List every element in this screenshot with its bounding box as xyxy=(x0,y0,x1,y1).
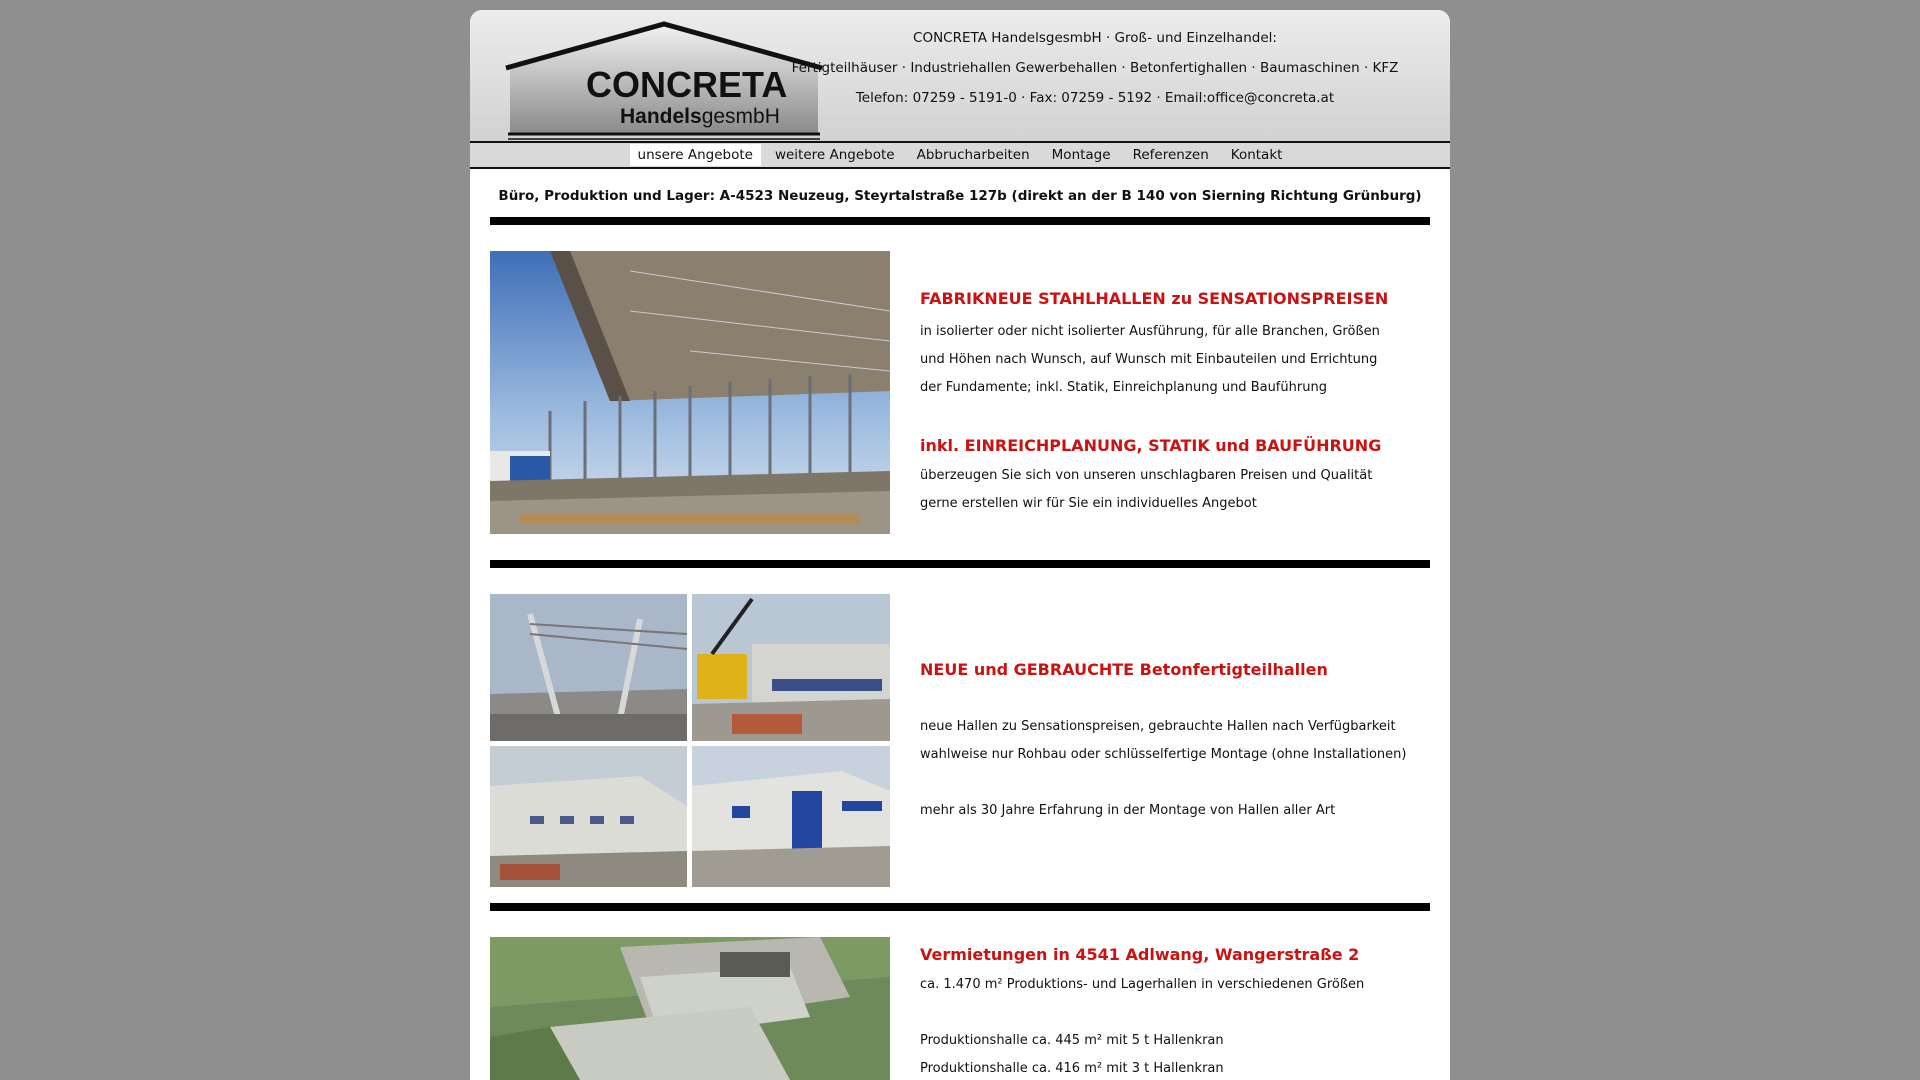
section2-text-line: neue Hallen zu Sensationspreisen, gebrauchte Hallen nach Verfügbarkeit xyxy=(920,719,1396,734)
section1-text-line: und Höhen nach Wunsch, auf Wunsch mit Einbauteilen und Errichtung xyxy=(920,352,1378,367)
section1-text-line: der Fundamente; inkl. Statik, Einreichplanung und Bauführung xyxy=(920,380,1327,395)
svg-text:HandelsgesmbH xyxy=(620,105,780,128)
section1-text-line: überzeugen Sie sich von unseren unschlagbaren Preisen und Qualität xyxy=(920,468,1373,483)
concrete-hall-photo-2 xyxy=(692,594,890,741)
page-container xyxy=(470,10,1450,1080)
section3-text-line: Produktionshalle ca. 445 m² mit 5 t Hallenkran xyxy=(920,1033,1224,1048)
nav-kontakt[interactable]: Kontakt xyxy=(1230,147,1283,163)
concrete-hall-photo-4 xyxy=(692,746,890,887)
header-company-line: CONCRETA HandelsgesmbH · Groß- und Einzelhandel: xyxy=(913,30,1277,46)
logo-subtitle-rest: gesmbH xyxy=(701,105,780,128)
nav-weitere-angebote[interactable]: weitere Angebote xyxy=(774,147,895,163)
logo-subtitle-bold: Handels xyxy=(620,105,702,128)
section2-text-line: mehr als 30 Jahre Erfahrung in der Montage von Hallen aller Art xyxy=(920,803,1336,818)
section1-text-line: in isolierter oder nicht isolierter Ausführung, für alle Branchen, Größen xyxy=(920,324,1380,339)
main-navigation xyxy=(470,141,1450,169)
section3-text-line: Produktionshalle ca. 416 m² mit 3 t Hallenkran xyxy=(920,1061,1224,1076)
aerial-site-photo xyxy=(490,937,890,1080)
header-contact-line: Telefon: 07259 - 5191-0 · Fax: 07259 - 5192 · Email:office@concreta.at xyxy=(855,90,1335,106)
section2-title: NEUE und GEBRAUCHTE Betonfertigteilhallen xyxy=(920,660,1328,679)
concrete-hall-photo-3 xyxy=(490,746,687,887)
header-products-line: Fertigteilhäuser · Industriehallen Gewerbehallen · Betonfertighallen · Baumaschinen · KFZ xyxy=(791,60,1399,76)
section1-subtitle: inkl. EINREICHPLANUNG, STATIK und BAUFÜHRUNG xyxy=(920,436,1382,455)
address-line: Büro, Produktion und Lager: A-4523 Neuzeug, Steyrtalstraße 127b (direkt an der B 140 von Sierning Richtung Grünburg) xyxy=(498,188,1422,204)
steel-hall-photo xyxy=(490,251,890,534)
section3-title: Vermietungen in 4541 Adlwang, Wangerstraße 2 xyxy=(920,945,1360,964)
concrete-hall-photo-1 xyxy=(490,594,687,741)
nav-unsere-angebote[interactable]: unsere Angebote xyxy=(630,144,761,166)
divider xyxy=(490,903,1430,911)
section2-text-line: wahlweise nur Rohbau oder schlüsselfertige Montage (ohne Installationen) xyxy=(920,747,1407,762)
nav-referenzen[interactable]: Referenzen xyxy=(1132,147,1209,163)
nav-abbrucharbeiten[interactable]: Abbrucharbeiten xyxy=(916,147,1030,163)
section1-text-line: gerne erstellen wir für Sie ein individuelles Angebot xyxy=(920,496,1257,511)
divider xyxy=(490,560,1430,568)
section3-text-line: ca. 1.470 m² Produktions- und Lagerhallen in verschiedenen Größen xyxy=(920,977,1365,992)
section1-title: FABRIKNEUE STAHLHALLEN zu SENSATIONSPREISEN xyxy=(920,289,1389,308)
site-header xyxy=(470,10,1450,141)
logo-title: CONCRETA xyxy=(586,64,788,105)
nav-montage[interactable]: Montage xyxy=(1051,147,1111,163)
divider xyxy=(490,217,1430,225)
